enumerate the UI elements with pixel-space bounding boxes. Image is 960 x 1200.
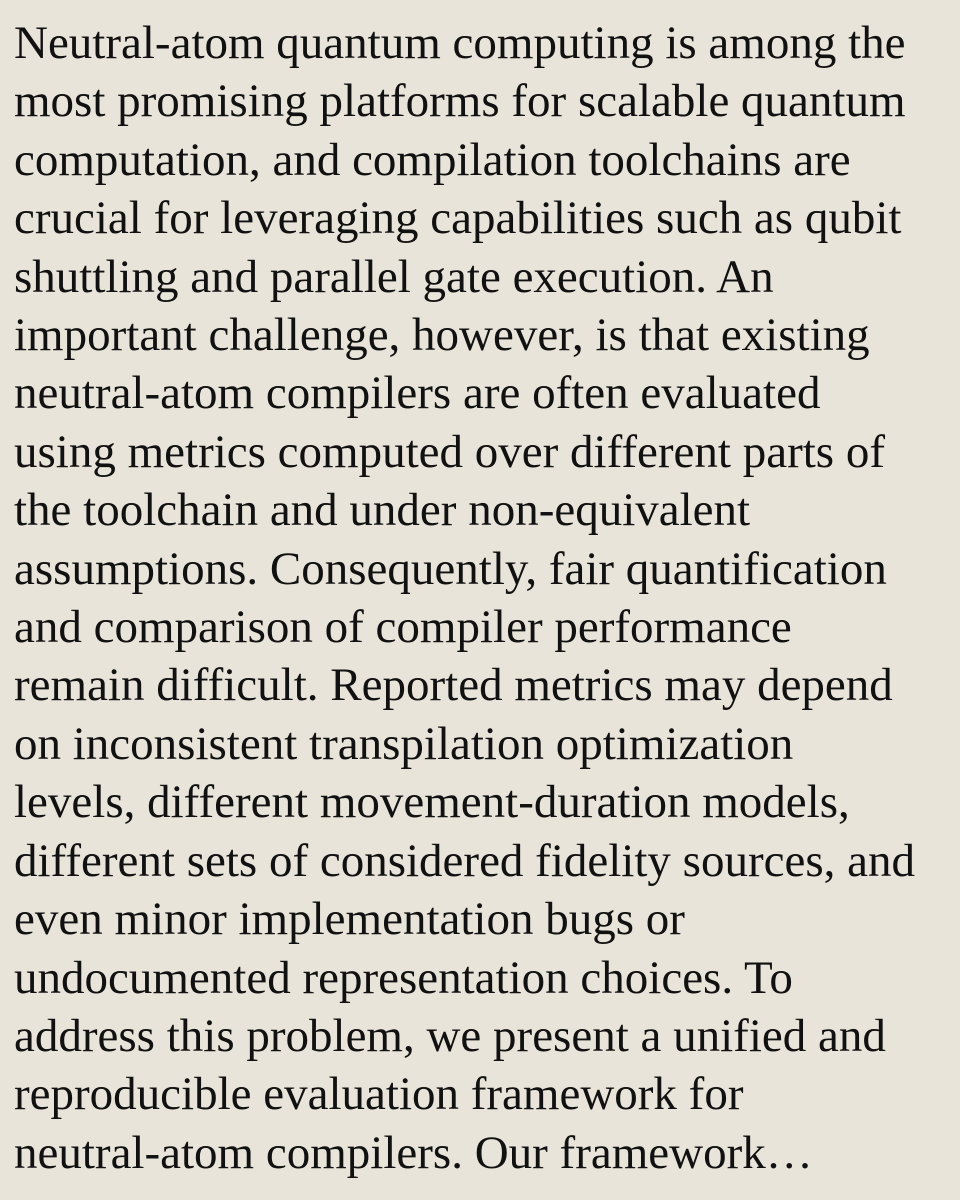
text-line: reproducible evaluation framework for (14, 1068, 744, 1121)
text-line: most promising platforms for scalable quantum (14, 75, 906, 128)
text-line: undocumented representation choices. To (14, 951, 793, 1004)
text-line: crucial for leveraging capabilities such as qubit (14, 192, 902, 245)
text-line: Neutral-atom quantum computing is among the (14, 17, 906, 69)
text-line: address this problem, we present a unified and (14, 1009, 886, 1062)
text-line: on inconsistent transpilation optimization (14, 717, 794, 770)
text-line: even minor implementation bugs or (14, 893, 685, 946)
text-line: neutral-atom compilers. Our framework… (14, 1126, 813, 1179)
text-line: assumptions. Consequently, fair quantification (14, 542, 887, 595)
text-line: remain difficult. Reported metrics may depend (14, 659, 893, 712)
text-line: important challenge, however, is that existing (14, 309, 870, 362)
text-line: the toolchain and under non-equivalent (14, 484, 751, 537)
text-line: different sets of considered fidelity sources, and (14, 834, 915, 887)
text-line: computation, and compilation toolchains are (14, 133, 851, 186)
text-line: using metrics computed over different parts of (14, 425, 885, 478)
text-line: shuttling and parallel gate execution. An (14, 250, 774, 303)
text-line: and comparison of compiler performance (14, 601, 792, 654)
text-line: neutral-atom compilers are often evaluated (14, 367, 821, 420)
text-line: levels, different movement-duration models, (14, 776, 850, 829)
